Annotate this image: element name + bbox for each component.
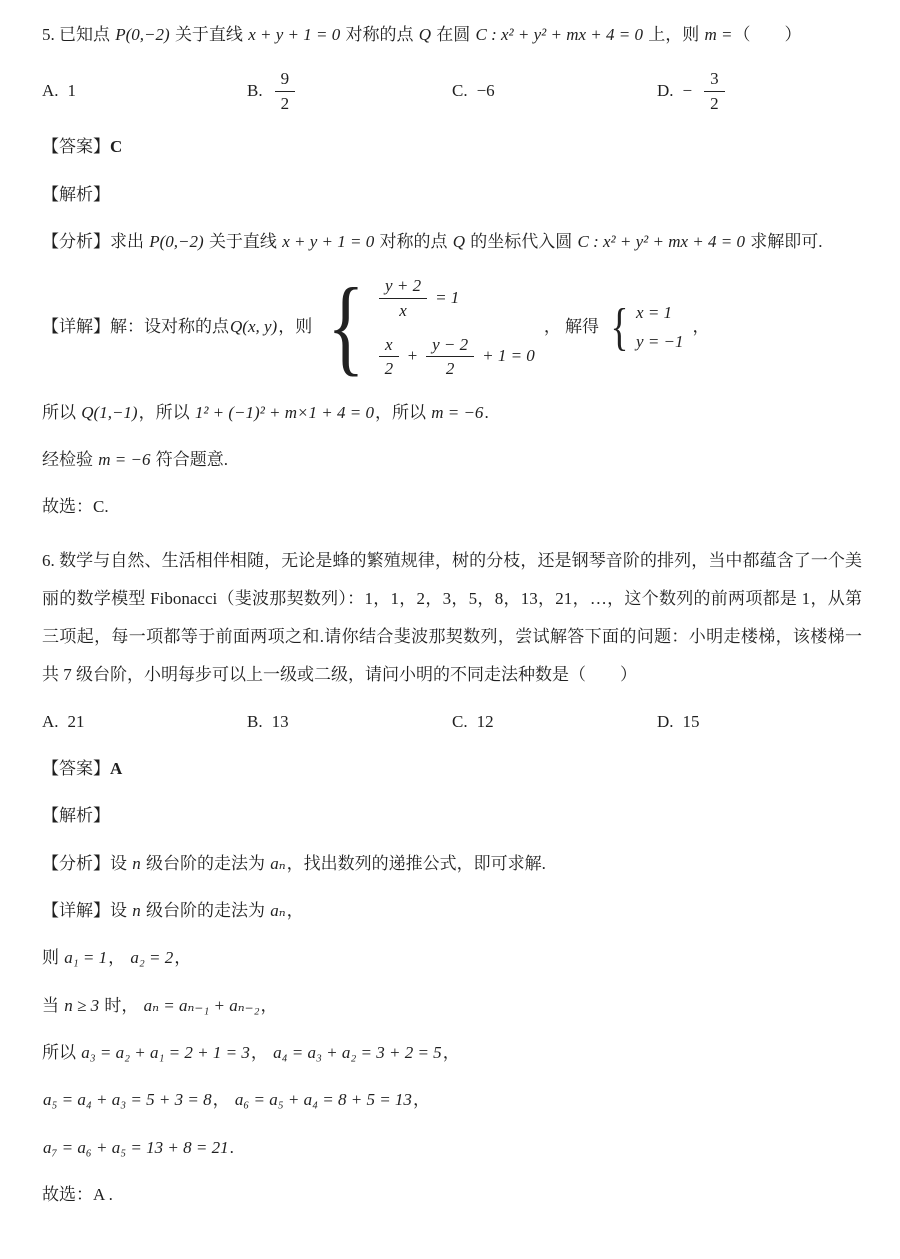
option-label: C.	[452, 711, 468, 731]
numerator: x	[379, 335, 399, 358]
q5-option-a	[42, 78, 247, 104]
q6-explanation-header	[42, 803, 862, 829]
option-value: 15	[682, 711, 700, 731]
q5-final-choice	[42, 494, 862, 520]
option-value: −6	[476, 81, 495, 101]
text-run: ，	[250, 1043, 273, 1063]
text-run: ，	[108, 948, 130, 968]
q5-conclusion	[42, 400, 862, 426]
text-run: 关于直线	[204, 232, 282, 252]
math-run: C : x² + y² + mx + 4 = 0	[475, 25, 643, 44]
system-equations	[375, 276, 536, 378]
answer-value: C	[110, 137, 123, 157]
text-run: ，	[412, 1090, 430, 1110]
text-run: 经检验	[42, 450, 98, 469]
text-run: 关于直线	[170, 25, 248, 44]
denominator: 2	[280, 93, 290, 113]
text-run: 级台阶的走法为	[141, 901, 270, 921]
math-run: Q(x, y)	[230, 317, 278, 337]
system-equations	[635, 300, 685, 356]
numerator: 3	[704, 69, 725, 92]
text-run: 上，则	[643, 25, 704, 44]
q6-analysis	[42, 851, 862, 877]
option-label: D.	[657, 711, 674, 731]
math-run: n ≥ 3	[64, 995, 100, 1015]
fraction	[275, 69, 296, 113]
math-run: m =	[704, 25, 733, 44]
equation-system	[320, 267, 536, 387]
equation-rhs: = 1	[435, 288, 460, 308]
q6-detail-head	[42, 898, 862, 924]
text-run: ，	[260, 995, 278, 1015]
numerator: y + 2	[379, 276, 427, 299]
q5-option-c	[452, 78, 657, 104]
equation-2	[375, 335, 536, 379]
q5-verification	[42, 447, 862, 473]
text-run: 【详解】解：设对称的点	[42, 317, 229, 337]
q5-option-b	[247, 69, 452, 113]
math-run: a₅ = a₄ + a₃ = 5 + 3 = 8	[43, 1090, 212, 1110]
math-run: Q	[418, 25, 431, 44]
q6-options	[42, 709, 862, 735]
minus-sign: −	[682, 81, 693, 101]
q5-explanation-header	[42, 182, 862, 208]
math-run: n	[132, 901, 141, 921]
q6-step-4	[42, 1087, 862, 1113]
q6-final-choice	[42, 1182, 862, 1208]
text-run: 【分析】设	[42, 853, 132, 873]
text-run: 故选：A .	[42, 1185, 113, 1205]
text-run: ，	[174, 948, 192, 968]
math-run: Q	[452, 232, 465, 252]
text-run: ， 解得	[543, 317, 600, 337]
option-label: B.	[247, 81, 263, 101]
text-run: 当	[42, 995, 64, 1015]
denominator: 2	[445, 359, 455, 379]
option-label: D.	[657, 81, 674, 101]
math-run: x + y + 1 = 0	[248, 25, 341, 44]
answer-value: A	[110, 759, 123, 779]
text-run: ，找出数列的递推公式，即可求解.	[286, 853, 546, 873]
math-run: m = −6	[98, 450, 151, 469]
math-run: x + y + 1 = 0	[282, 232, 375, 252]
q6-option-d	[657, 709, 862, 735]
math-run: a₃ = a₂ + a₁ = 2 + 1 = 3	[81, 1043, 250, 1063]
text-run: ，所以	[138, 402, 194, 422]
q6-option-c	[452, 709, 657, 735]
math-run: a₇ = a₆ + a₅ = 13 + 8 = 21	[43, 1137, 229, 1157]
fraction	[379, 276, 427, 320]
option-value: 1	[67, 81, 77, 101]
text-run: 级台阶的走法为	[141, 853, 270, 873]
answer-label: 【答案】	[42, 137, 110, 157]
text-run: 求解即可.	[745, 232, 823, 252]
option-value: 21	[67, 711, 85, 731]
text-run: ，则	[278, 317, 313, 337]
math-run: a₆ = a₅ + a₄ = 8 + 5 = 13	[234, 1090, 412, 1110]
text-run: 【详解】设	[42, 901, 132, 921]
plus-sign: +	[406, 346, 419, 366]
math-run: aₙ	[270, 853, 286, 873]
text-run: ，	[442, 1043, 460, 1063]
math-run: C : x² + y² + mx + 4 = 0	[577, 232, 745, 252]
math-run: a₄ = a₃ + a₂ = 3 + 2 = 5	[273, 1043, 442, 1063]
text-run: 时，	[100, 995, 143, 1015]
q5-options	[42, 69, 862, 113]
option-value: 12	[476, 711, 494, 731]
math-run: P(0,−2)	[115, 25, 170, 44]
q6-answer	[42, 756, 862, 782]
text-run: 对称的点	[375, 232, 452, 252]
answer-label: 【答案】	[42, 759, 110, 779]
q6-step-5	[42, 1135, 862, 1161]
text-run: ，	[692, 317, 710, 337]
text-run: 故选：C.	[42, 497, 109, 517]
solution-y: y = −1	[636, 332, 684, 352]
q6-option-a	[42, 709, 247, 735]
denominator: 2	[710, 93, 719, 113]
denominator: x	[399, 301, 407, 321]
q5-option-d	[657, 69, 862, 113]
math-run: n	[132, 853, 141, 873]
numerator: y − 2	[426, 335, 474, 358]
text-run: .	[229, 1137, 234, 1157]
text-run: 【分析】求出	[42, 232, 149, 252]
q5-analysis	[42, 229, 862, 255]
option-value: 13	[271, 711, 289, 731]
solution-x: x = 1	[636, 302, 673, 322]
text-run: 则	[42, 948, 64, 968]
q6-step-1	[42, 945, 862, 971]
q5-stem	[42, 22, 862, 48]
math-run: aₙ = aₙ₋₁ + aₙ₋₂	[143, 995, 260, 1015]
q5-answer	[42, 134, 862, 160]
text-run: 6. 数学与自然、生活相伴相随，无论是蜂的繁殖规律，树的分枝，还是钢琴音阶的排列，当中都蕴含了一个美丽的数学模型 Fibonacci（斐波那契数列）：1，1，2，3，5，8，13，21，…，这个数列的前两项都是 1，从第三项起，每一项都等于前面两项之和.请你结合斐波那契数列，尝试解答下面的问题：小明走楼梯，该楼梯一共 7 级台阶，小明每步可以上一级或二级，请问小明的不同走法种数是（ ）	[42, 550, 862, 685]
text-run: ，	[286, 901, 304, 921]
fraction	[379, 335, 399, 379]
solution-system	[607, 300, 684, 356]
option-label: B.	[247, 711, 263, 731]
math-run: a₁ = 1	[64, 948, 108, 968]
q6-step-2	[42, 993, 862, 1019]
text-run: ，	[212, 1090, 234, 1110]
left-brace: {	[610, 298, 629, 356]
q6-stem	[42, 542, 862, 695]
answer-blank-paren: （ ）	[733, 25, 802, 44]
equation-1	[375, 276, 536, 320]
text-run: 所以	[42, 1043, 81, 1063]
equation-rhs: + 1 = 0	[482, 346, 535, 366]
q6-option-b	[247, 709, 452, 735]
math-run: a₂ = 2	[130, 948, 174, 968]
option-label: A.	[42, 711, 59, 731]
fraction	[426, 335, 474, 379]
text-run: 在圆	[431, 25, 475, 44]
text-run: .	[484, 402, 489, 422]
explanation-label: 【解析】	[42, 806, 110, 826]
fraction	[704, 69, 725, 113]
explanation-label: 【解析】	[42, 184, 110, 204]
math-run: aₙ	[270, 901, 286, 921]
math-run: 1² + (−1)² + m×1 + 4 = 0	[194, 402, 374, 422]
math-run: m = −6	[431, 402, 484, 422]
text-run: 的坐标代入圆	[465, 232, 577, 252]
text-run: 5. 已知点	[42, 25, 115, 44]
option-label: C.	[452, 81, 468, 101]
text-run: 对称的点	[341, 25, 418, 44]
text-run: 所以	[42, 402, 81, 422]
denominator: 2	[384, 359, 394, 379]
option-label: A.	[42, 81, 59, 101]
math-run: P(0,−2)	[149, 232, 204, 252]
numerator: 9	[275, 69, 296, 92]
text-run: 符合题意.	[151, 450, 228, 469]
q6-step-3	[42, 1040, 862, 1066]
text-run: ，所以	[374, 402, 431, 422]
q5-detail	[42, 267, 862, 387]
math-run: Q(1,−1)	[81, 402, 138, 422]
left-brace: {	[327, 267, 365, 387]
